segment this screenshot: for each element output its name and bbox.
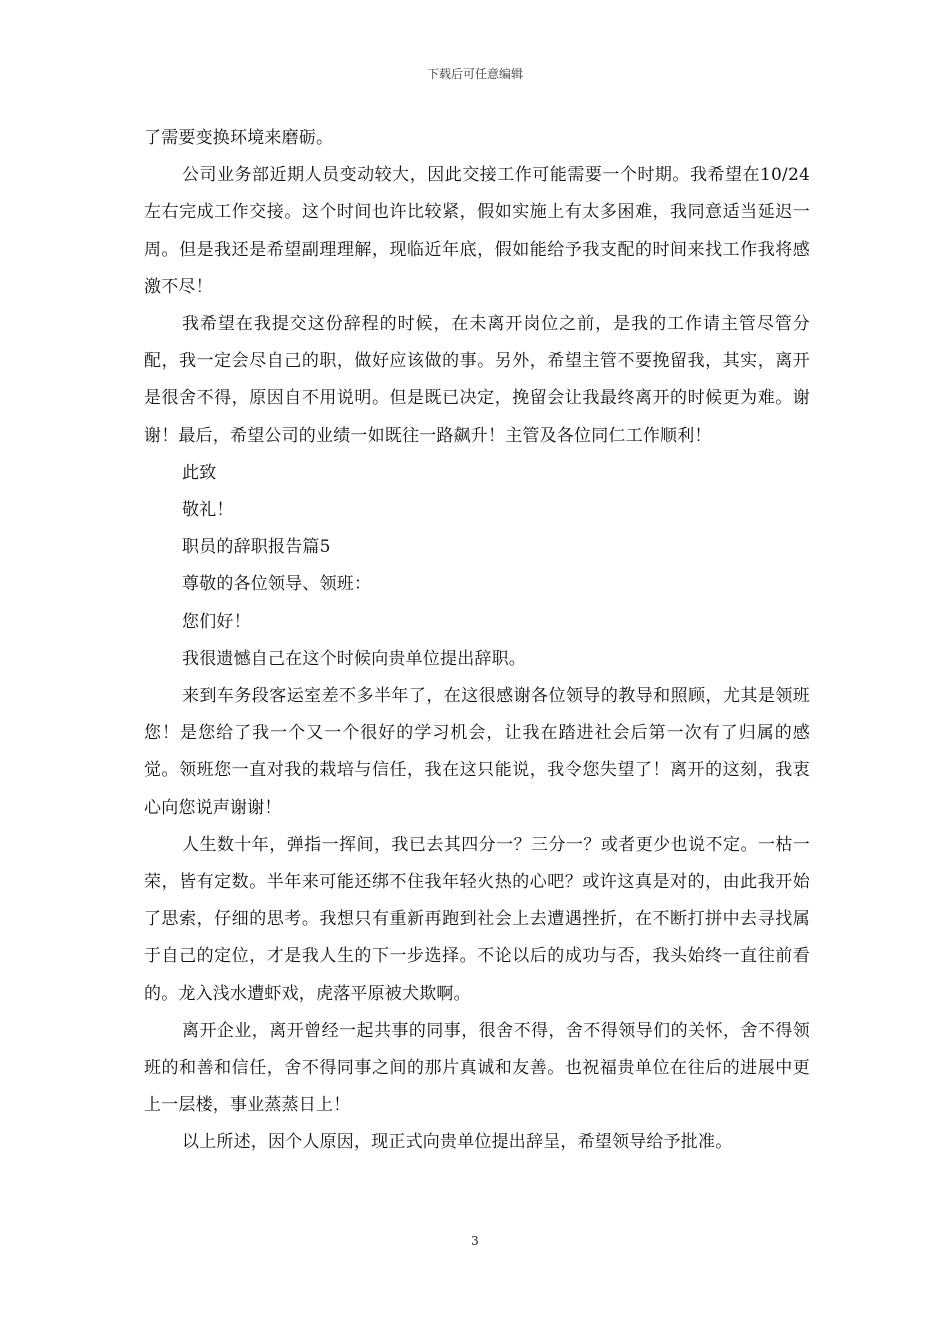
page-footer — [0, 1233, 950, 1249]
document-body — [144, 120, 810, 1162]
paragraph-continuation: 了需要变换环境来磨砺。 — [144, 128, 334, 148]
section-title: 职员的辞职报告篇5 — [182, 537, 331, 558]
page-header — [0, 66, 950, 82]
paragraph-handover: 公司业务部近期人员变动较大，因此交接工作可能需要一个时期。我希望在10/24左右完成工作交接。这个时间也许比较紧，假如实施上有太多困难，我同意适当延迟一周。但是我还是希望副理理解，现临近年底，假如能给予我支配的时间来找工作我将感激不尽！ — [144, 165, 810, 297]
letter-addressee: 尊敬的各位领导、领班： — [182, 574, 372, 595]
page-number: 3 — [471, 1234, 479, 1248]
paragraph-conclusion: 以上所述，因个人原因，现正式向贵单位提出辞呈，希望领导给予批准。 — [182, 1132, 733, 1153]
letter-greeting: 您们好！ — [182, 611, 251, 632]
closing-salutation: 此致 — [182, 462, 217, 483]
paragraph-intro: 我很遗憾自己在这个时候向贵单位提出辞职。 — [182, 648, 526, 669]
paragraph-reflection: 人生数十年，弹指一挥间，我已去其四分一？三分一？或者更少也说不定。一枯一荣，皆有定数。半年来可能还绑不住我年轻火热的心吧？或许这真是对的，由此我开始了思索，仔细的思考。我想只有重新再跑到社会上去遭遇挫折，在不断打拼中去寻找属于自己的定位，才是我人生的下一步选择。不论以后的成功与否，我头始终一直往前看的。龙入浅水遭虾戏，虎落平原被犬欺啊。 — [144, 834, 810, 1004]
closing-regards: 敬礼！ — [182, 500, 234, 521]
paragraph-request: 我希望在我提交这份辞程的时候，在未离开岗位之前，是我的工作请主管尽管分配，我一定会尽自己的职，做好应该做的事。另外，希望主管不要挽留我，其实，离开是很舍不得，原因自不用说明。但是既已决定，挽留会让我最终离开的时候更为难。谢谢！最后，希望公司的业绩一如既往一路飙升！主管及各位同仁工作顺利！ — [144, 314, 810, 446]
paragraph-gratitude: 来到车务段客运室差不多半年了，在这很感谢各位领导的教导和照顾，尤其是领班您！是您给了我一个又一个很好的学习机会，让我在踏进社会后第一次有了归属的感觉。领班您一直对我的栽培与信任，我在这只能说，我令您失望了！离开的这刻，我衷心向您说声谢谢！ — [144, 686, 810, 818]
header-note: 下载后可任意编辑 — [426, 67, 523, 81]
paragraph-farewell: 离开企业，离开曾经一起共事的同事，很舍不得，舍不得领导们的关怀，舍不得领班的和善和信任，舍不得同事之间的那片真诚和友善。也祝福贵单位在往后的进展中更上一层楼，事业蒸蒸日上！ — [144, 1020, 810, 1116]
